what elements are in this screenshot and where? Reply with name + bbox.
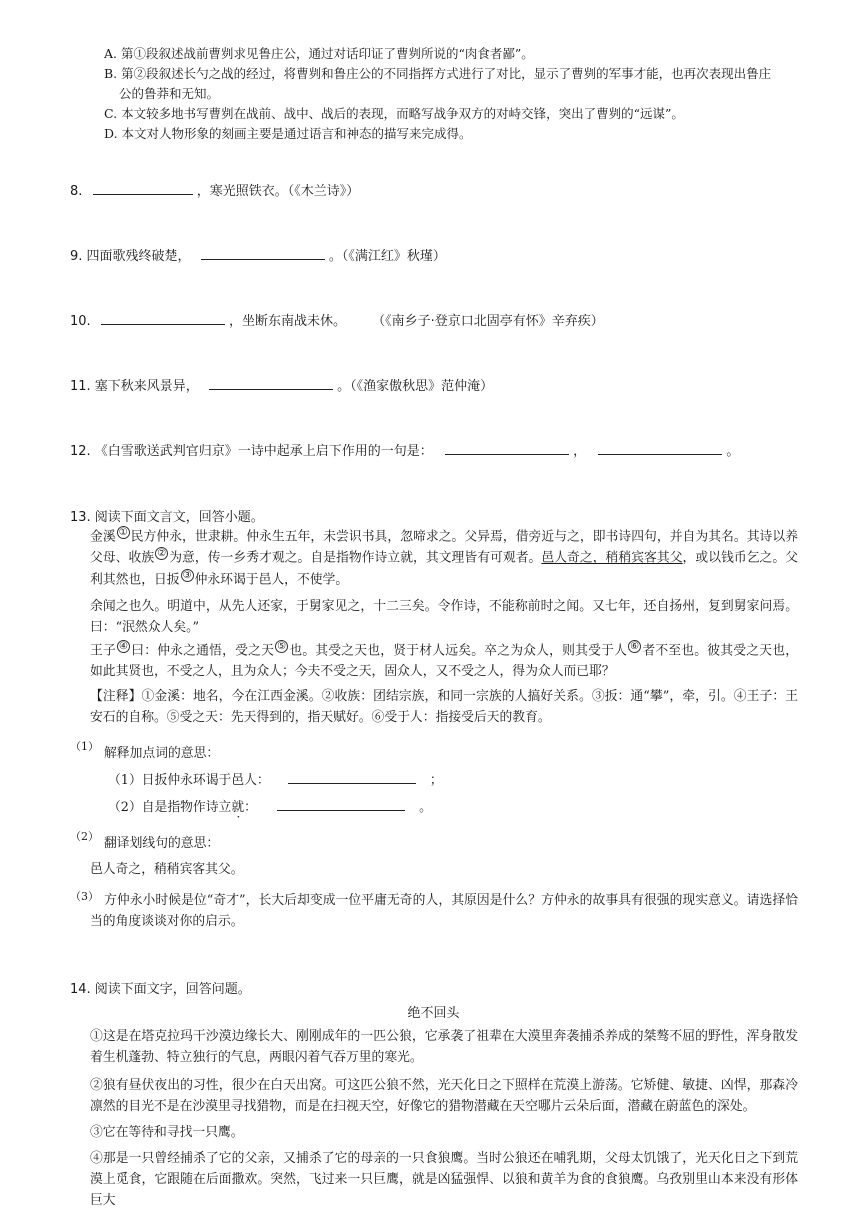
passage-paragraph-3: 王子 ④ 曰：仲永之通悟，受之天 ⑤ 也。其受之天也，贤于材人远矣。卒之为众人，则其受于人 ⑥ 者不至也。彼其受之天也，如此其贤也，不受之人，且为众人；今夫不受之天，固众人，又不受之人，得为众人而已耶？ bbox=[90, 641, 799, 680]
option-c: C. 本文较多地书写曹刿在战前、战中、战后的表现，而略写战争双方的对峙交锋，突出了曹刿的“远谋”。 bbox=[104, 106, 684, 121]
subquestion-3-text: 方仲永小时候是位“奇才”，长大后却变成一位平庸无奇的人，其原因是什么？方仲永的故事具有很强的现实意义。请选择恰当的角度谈谈对你的启示。 bbox=[90, 893, 798, 929]
question-text: ，寒光照铁衣。（《木兰诗》） bbox=[196, 184, 360, 199]
subquestion-1-title: 解释加点词的意思： bbox=[104, 746, 220, 761]
answer-blank[interactable] bbox=[209, 377, 333, 390]
question-14-title: 14. 阅读下面文字，回答问题。 bbox=[70, 982, 251, 997]
footnote-marker: ④ bbox=[117, 640, 130, 653]
question-9 bbox=[70, 245, 446, 264]
subquestion-1a: （1）日扳仲永环谒于邑人： ； bbox=[108, 773, 443, 788]
answer-blank[interactable] bbox=[288, 771, 416, 784]
question-text: 。（《渔家傲秋思》范仲淹） bbox=[337, 379, 494, 394]
option-b: B. 第②段叙述长勺之战的经过，将曹刿和鲁庄公的不同指挥方式进行了对比，显示了曹刿的军事才能，也再次表现出鲁庄 bbox=[104, 66, 772, 81]
question-text: ， bbox=[573, 444, 587, 459]
footnote-marker: ② bbox=[155, 547, 168, 560]
footnote-marker: ③ bbox=[181, 569, 194, 582]
underlined-sentence: 邑人奇之，稍稍宾客其父 bbox=[541, 550, 683, 566]
question-11 bbox=[70, 375, 493, 394]
passage-paragraph-2: 余闻之也久。明道中，从先人还家，于舅家见之，十二三矣。令作诗，不能称前时之闻。又七年，还自扬州，复到舅家问焉。曰：“泯然众人矣。” bbox=[90, 599, 798, 635]
question-text: 。（《满江红》秋瑾） bbox=[328, 249, 446, 264]
subquestion-3-number: （3） bbox=[70, 890, 99, 903]
question-10 bbox=[70, 310, 604, 329]
subquestion-2-number: （2） bbox=[70, 830, 99, 843]
question-text: 11. 塞下秋来风景异， bbox=[70, 379, 199, 394]
question-text: 。 bbox=[726, 444, 740, 459]
subquestion-2-sentence: 邑人奇之，稍稍宾客其父。 bbox=[90, 862, 244, 877]
question-text: 9. 四面歌残终破楚， bbox=[70, 249, 191, 264]
answer-blank[interactable] bbox=[93, 182, 193, 195]
option-d: D. 本文对人物形象的刻画主要是通过语言和神态的描写来完成得。 bbox=[104, 126, 472, 141]
article-heading: 绝不回头 bbox=[407, 1006, 460, 1021]
article-paragraph-3: ③它在等待和寻找一只鹰。 bbox=[90, 1125, 244, 1140]
option-a: A. 第①段叙述战前曹刿求见鲁庄公，通过对话印证了曹刿所说的“肉食者鄙”。 bbox=[104, 46, 534, 61]
subquestion-2-title: 翻译划线句的意思： bbox=[104, 836, 220, 851]
footnote-marker: ⑥ bbox=[628, 640, 641, 653]
question-text: 12. 《白雪歌送武判官归京》一诗中起承上启下作用的一句是： bbox=[70, 444, 433, 459]
dotted-word: 就 bbox=[231, 800, 245, 815]
article-paragraph-1: ①这是在塔克拉玛干沙漠边缘长大、刚刚成年的一匹公狼，它承袭了祖辈在大漠里奔袭捕杀养成的桀骜不屈的野性，浑身散发着生机蓬勃、特立独行的气息，两眼闪着气吞万里的寒光。 bbox=[90, 1029, 798, 1065]
footnote-marker: ① bbox=[117, 526, 130, 539]
answer-blank-1[interactable] bbox=[445, 442, 569, 455]
passage-paragraph-1: 金溪 ① 民方仲永，世隶耕。仲永生五年，未尝识书具，忽啼求之。父异焉，借旁近与之，即书诗四句，并自为其名。其诗以养父母、收族 ② 为意，传一乡秀才观之。自是指物作诗立就，其文理皆有可观者。邑人奇之，稍稍宾客其父，或以钱币乞之。父利其然也，日扳 ③ 仲永环谒于邑人，不使学。 bbox=[90, 527, 799, 587]
article-paragraph-2: ②狼有昼伏夜出的习性，很少在白天出窝。可这匹公狼不然，光天化日之下照样在荒漠上游荡。它矫健、敏捷、凶悍，那森冷凛然的目光不是在沙漠里寻找猎物，而是在扫视天空，好像它的猎物潜藏在天空哪片云朵后面，潜藏在蔚蓝色的深处。 bbox=[90, 1078, 798, 1114]
answer-blank[interactable] bbox=[101, 312, 225, 325]
answer-blank[interactable] bbox=[277, 798, 405, 811]
answer-blank[interactable] bbox=[201, 247, 325, 260]
question-number: 10. bbox=[70, 314, 91, 329]
passage-notes: 【注释】①金溪：地名，今在江西金溪。②收族：团结宗族，和同一宗族的人搞好关系。③扳：通“攀”，牵，引。④王子：王安石的自称。⑤受之天：先天得到的，指天赋好。⑥受于人：指接受后天的教育。 bbox=[90, 689, 798, 725]
question-number: 8. bbox=[70, 184, 83, 199]
answer-blank-2[interactable] bbox=[598, 442, 722, 455]
article-paragraph-4: ④那是一只曾经捕杀了它的父亲，又捕杀了它的母亲的一只食狼鹰。当时公狼还在哺乳期，父母太饥饿了，光天化日之下到荒漠上觅食，它跟随在后面撒欢。突然，飞过来一只巨鹰，就是凶猛强悍、以狼和黄羊为食的食狼鹰。乌孜别里山本来没有形体巨大 bbox=[90, 1151, 798, 1208]
question-12 bbox=[70, 440, 739, 459]
subquestion-1b: （2）自是指物作诗立就： 。 bbox=[108, 800, 432, 815]
option-b-continued: 公的鲁莽和无知。 bbox=[119, 86, 220, 101]
question-8 bbox=[70, 180, 359, 199]
question-13-title: 13. 阅读下面文言文，回答小题。 bbox=[70, 510, 264, 525]
footnote-marker: ⑤ bbox=[275, 640, 288, 653]
question-source: （《南乡子·登京口北固亭有怀》辛弃疾） bbox=[372, 314, 604, 329]
question-text: ，坐断东南战未休。 bbox=[228, 314, 346, 329]
subquestion-1-number: （1） bbox=[70, 740, 99, 753]
